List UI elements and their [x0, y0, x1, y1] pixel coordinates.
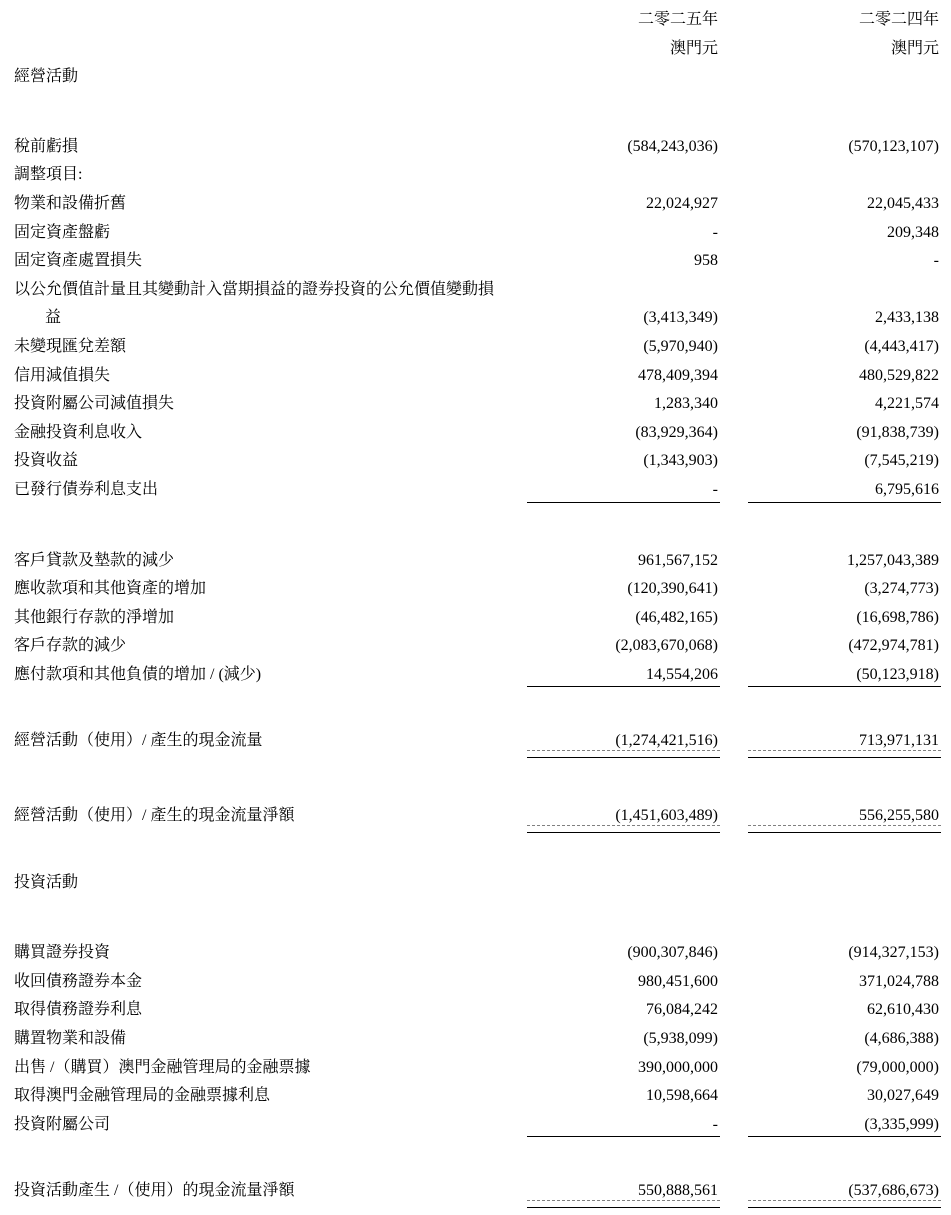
value-2025 — [527, 63, 720, 92]
row-label: 投資附屬公司 — [14, 1115, 111, 1133]
row-label: 物業和設備折舊 — [14, 194, 127, 212]
row-label: 取得澳門金融管理局的金融票據利息 — [14, 1087, 271, 1105]
row-label: 益 — [45, 309, 62, 327]
table-row — [14, 190, 941, 219]
value-2025: - — [527, 1111, 720, 1140]
value-2025: (5,970,940) — [643, 337, 718, 355]
row-label: 稅前虧損 — [14, 137, 79, 155]
row-label: 取得債務證券利息 — [14, 1001, 143, 1019]
row-label: 以公允價值計量且其變動計入當期損益的證券投資的公允價值變動損 — [14, 280, 495, 298]
table-row — [14, 1025, 941, 1054]
spacer — [14, 689, 941, 727]
value-2025: 22,024,927 — [646, 194, 718, 212]
value-2024: 556,255,580 — [748, 802, 941, 831]
table-row — [14, 333, 941, 362]
row-label: 其他銀行存款的淨增加 — [14, 608, 175, 626]
value-2025: 961,567,152 — [638, 551, 718, 569]
value-2025: (900,307,846) — [627, 944, 718, 962]
value-2025: 14,554,206 — [527, 661, 720, 690]
row-label: 購置物業和設備 — [14, 1030, 127, 1048]
value-2024: 2,433,138 — [875, 309, 939, 327]
row-label: 收回債務證券本金 — [14, 972, 143, 990]
value-2025: (1,274,421,516) — [527, 727, 720, 756]
spacer — [14, 831, 941, 869]
table-row — [14, 390, 941, 419]
value-2024: 480,529,822 — [859, 366, 939, 384]
row-label: 購買證券投資 — [14, 944, 111, 962]
value-2024: (50,123,918) — [748, 661, 941, 690]
table-row — [14, 133, 941, 162]
table-row — [14, 996, 941, 1025]
value-2025 — [527, 161, 720, 190]
value-2025: (5,938,099) — [643, 1030, 718, 1048]
spacer — [14, 756, 941, 802]
value-2025: 550,888,561 — [527, 1177, 720, 1206]
row-label: 投資活動產生 /（使用）的現金流量淨額 — [14, 1182, 295, 1200]
value-2025: 76,084,242 — [646, 1001, 718, 1019]
value-2024: 1,257,043,389 — [847, 551, 939, 569]
row-label: 經營活動（使用）/ 產生的現金流量 — [14, 732, 263, 750]
table-row — [14, 1111, 941, 1140]
value-2025: (1,343,903) — [643, 452, 718, 470]
value-2025: (83,929,364) — [635, 423, 718, 441]
row-label: 調整項目: — [14, 166, 83, 184]
value-2024: (570,123,107) — [848, 137, 939, 155]
value-2024: 22,045,433 — [867, 194, 939, 212]
value-2024: 4,221,574 — [875, 395, 939, 413]
value-2025: 澳門元 — [669, 39, 718, 57]
value-2025: (46,482,165) — [635, 608, 718, 626]
value-2024: (914,327,153) — [848, 944, 939, 962]
row-label: 投資收益 — [14, 452, 79, 470]
value-2024: 713,971,131 — [748, 727, 941, 756]
table-row — [14, 304, 941, 333]
value-2024: 62,610,430 — [867, 1001, 939, 1019]
value-2025 — [527, 869, 720, 898]
spacer — [14, 897, 941, 939]
table-row — [14, 161, 941, 190]
value-2024: - — [933, 252, 939, 270]
spacer — [14, 92, 941, 133]
table-row — [14, 1054, 941, 1083]
row-label: 已發行債券利息支出 — [14, 480, 159, 498]
value-2025: 1,283,340 — [654, 395, 718, 413]
table-row — [14, 6, 941, 35]
value-2024 — [748, 161, 941, 190]
value-2024: (4,443,417) — [864, 337, 939, 355]
value-2025: 二零二五年 — [637, 11, 718, 28]
value-2025: 10,598,664 — [646, 1087, 718, 1105]
row-label: 客戶存款的減少 — [14, 637, 127, 655]
value-2024: (537,686,673) — [748, 1177, 941, 1206]
row-label: 固定資產盤虧 — [14, 223, 111, 241]
value-2024: (3,274,773) — [864, 580, 939, 598]
value-2024: (472,974,781) — [848, 637, 939, 655]
table-row — [14, 727, 941, 756]
value-2024: (3,335,999) — [748, 1111, 941, 1140]
table-row — [14, 802, 941, 831]
value-2025: (2,083,670,068) — [615, 637, 718, 655]
value-2025: (120,390,641) — [627, 580, 718, 598]
row-label: 信用減值損失 — [14, 366, 111, 384]
table-row — [14, 939, 941, 968]
value-2024: 6,795,616 — [748, 476, 941, 505]
value-2025: (1,451,603,489) — [527, 802, 720, 831]
row-label: 金融投資利息收入 — [14, 423, 143, 441]
row-label: 投資附屬公司減值損失 — [14, 395, 175, 413]
value-2024: 30,027,649 — [867, 1087, 939, 1105]
row-label: 客戶貸款及墊款的減少 — [14, 551, 175, 569]
table-row — [14, 419, 941, 448]
spacer — [14, 1139, 941, 1177]
row-label: 未變現匯兌差額 — [14, 337, 127, 355]
value-2025: (584,243,036) — [627, 137, 718, 155]
row-label: 應收款項和其他資產的增加 — [14, 580, 207, 598]
table-row — [14, 869, 941, 898]
value-2024: 371,024,788 — [859, 972, 939, 990]
row-label — [14, 6, 499, 35]
value-2025: - — [527, 476, 720, 505]
table-row — [14, 476, 941, 505]
table-row — [14, 219, 941, 248]
value-2024: (4,686,388) — [864, 1030, 939, 1048]
table-row — [14, 604, 941, 633]
value-2025: 958 — [694, 252, 718, 270]
table-row — [14, 547, 941, 576]
value-2025: 478,409,394 — [638, 366, 718, 384]
value-2025: (3,413,349) — [643, 309, 718, 327]
value-2025: 390,000,000 — [638, 1058, 718, 1076]
row-label — [14, 35, 499, 64]
row-label: 固定資產處置損失 — [14, 252, 143, 270]
table-row — [14, 661, 941, 690]
table-row — [14, 968, 941, 997]
value-2024: 二零二四年 — [858, 11, 939, 28]
value-2024: (7,545,219) — [864, 452, 939, 470]
table-row — [14, 63, 941, 92]
row-label: 投資活動 — [14, 873, 79, 891]
spacer — [14, 505, 941, 547]
table-row — [14, 1177, 941, 1206]
value-2024 — [748, 869, 941, 898]
value-2025: 980,451,600 — [638, 972, 718, 990]
row-label: 經營活動 — [14, 68, 79, 86]
table-row — [14, 247, 941, 276]
table-row — [14, 35, 941, 64]
value-2024: (91,838,739) — [856, 423, 939, 441]
row-label: 出售 /（購買）澳門金融管理局的金融票據 — [14, 1058, 311, 1076]
value-2024 — [748, 63, 941, 92]
value-2024: (16,698,786) — [856, 608, 939, 626]
value-2025: - — [712, 223, 718, 241]
table-row — [14, 447, 941, 476]
table-row — [14, 575, 941, 604]
row-label: 經營活動（使用）/ 產生的現金流量淨額 — [14, 807, 295, 825]
table-row — [14, 276, 941, 305]
table-row — [14, 362, 941, 391]
row-label: 應付款項和其他負債的增加 / (減少) — [14, 665, 262, 683]
table-row — [14, 632, 941, 661]
value-2024: 澳門元 — [890, 39, 939, 57]
statement-body — [14, 6, 941, 1206]
table-row — [14, 1082, 941, 1111]
value-2024: 209,348 — [887, 223, 939, 241]
value-2024: (79,000,000) — [856, 1058, 939, 1076]
